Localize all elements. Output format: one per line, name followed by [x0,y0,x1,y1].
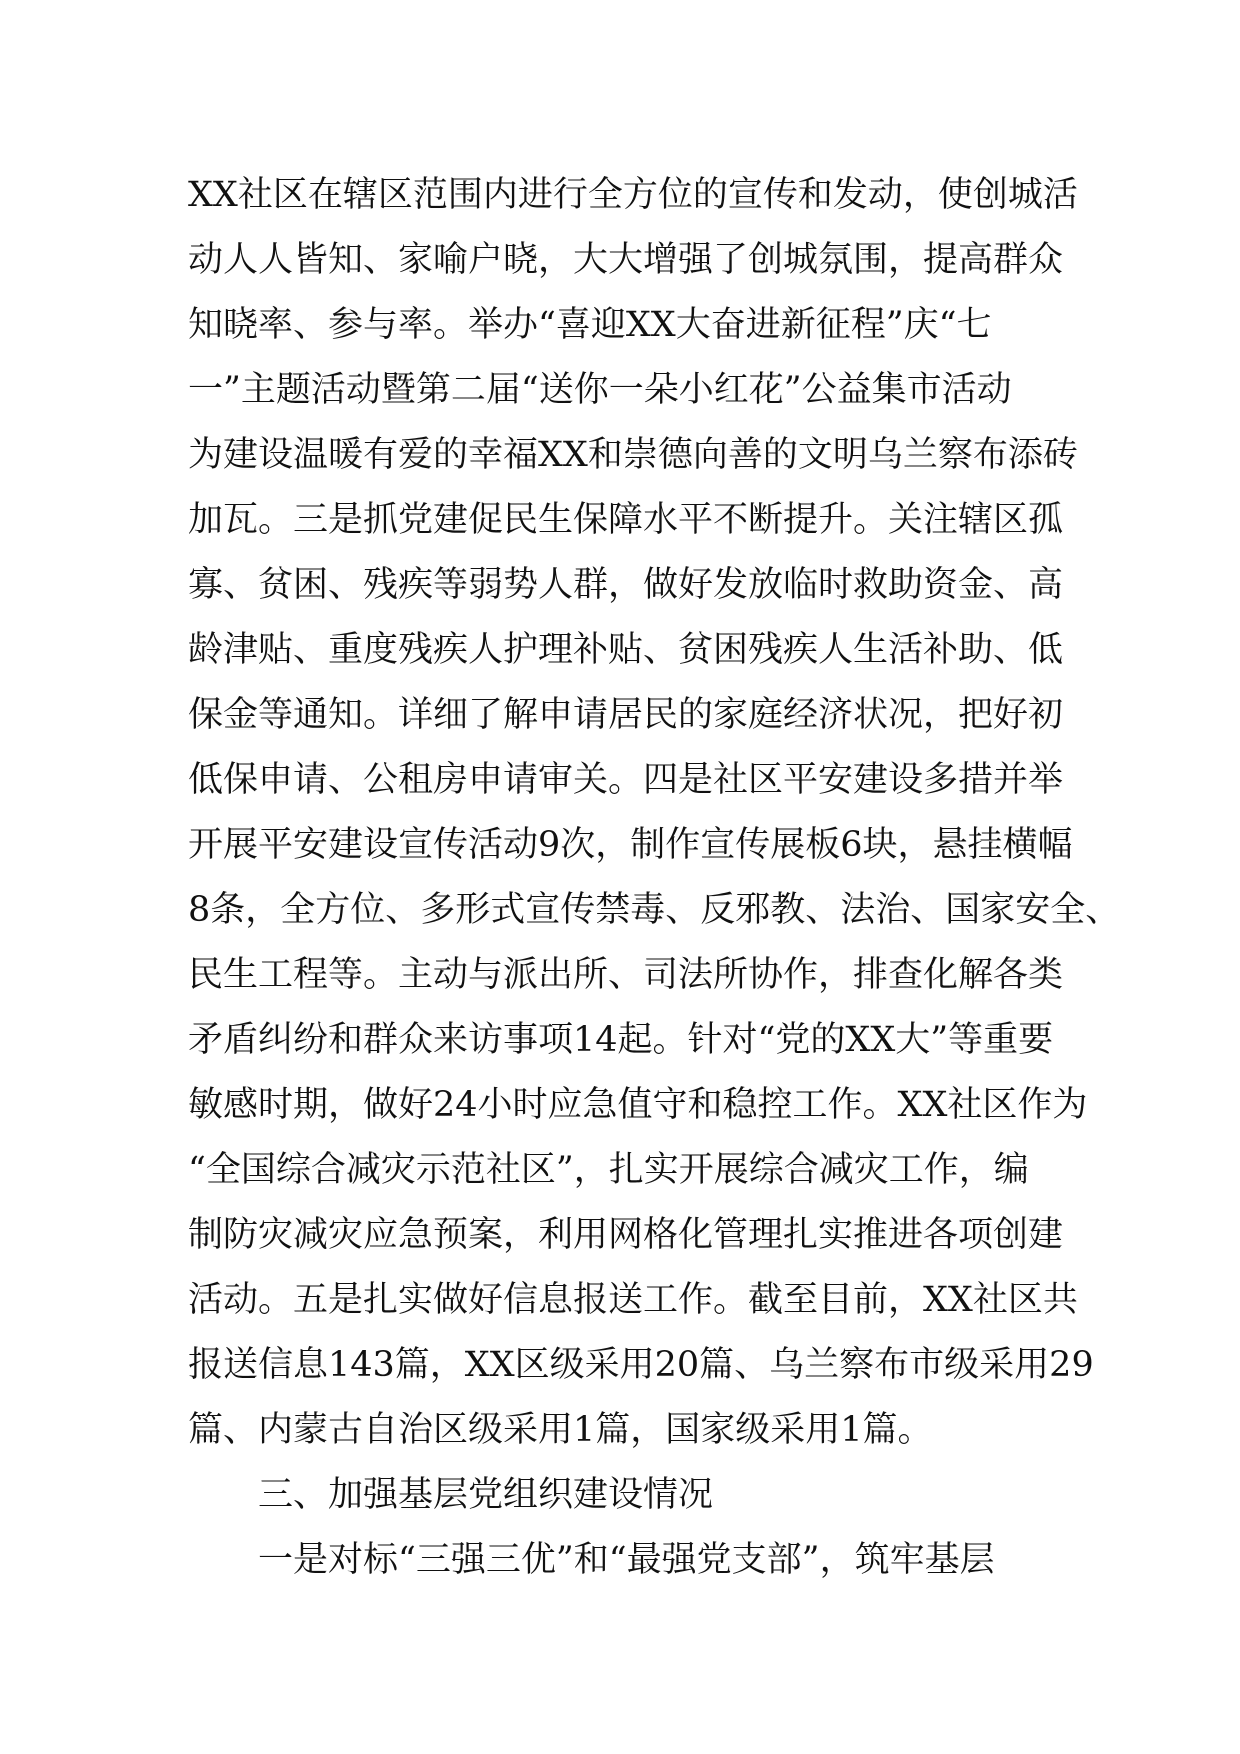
section-heading: 三、加强基层党组织建设情况 [258,1475,714,1515]
paragraph-line: 为建设温暖有爱的幸福XX和崇德向善的文明乌兰察布添砖 [188,435,1078,475]
paragraph-line: 保金等通知。详细了解申请居民的家庭经济状况，把好初 [188,695,1064,735]
paragraph-line: XX社区在辖区范围内进行全方位的宣传和发动，使创城活 [188,175,1078,215]
paragraph-line: 寡、贫困、残疾等弱势人群，做好发放临时救助资金、高 [188,565,1064,605]
paragraph-line: 动人人皆知、家喻户晓，大大增强了创城氛围，提高群众 [188,240,1064,280]
paragraph-line: 低保申请、公租房申请审关。四是社区平安建设多措并举 [188,760,1064,800]
paragraph-line: 民生工程等。主动与派出所、司法所协作，排查化解各类 [188,955,1064,995]
paragraph-line: 加瓦。三是抓党建促民生保障水平不断提升。关注辖区孤 [188,500,1064,540]
paragraph-line: “全国综合减灾示范社区”，扎实开展综合减灾工作，编 [188,1150,1029,1190]
paragraph-line: 报送信息143篇，XX区级采用20篇、乌兰察布市级采用29 [188,1345,1094,1385]
paragraph-line: 矛盾纠纷和群众来访事项14起。针对“党的XX大”等重要 [188,1020,1054,1060]
paragraph-line: 篇、内蒙古自治区级采用1篇，国家级采用1篇。 [188,1410,933,1450]
paragraph-line: 一”主题活动暨第二届“送你一朵小红花”公益集市活动 [188,370,1012,410]
paragraph-line: 知晓率、参与率。举办“喜迎XX大奋进新征程”庆“七 [188,305,992,345]
paragraph-line: 开展平安建设宣传活动9次，制作宣传展板6块，悬挂横幅 [188,825,1073,865]
document-body [188,163,1121,1593]
paragraph-start-line: 一是对标“三强三优”和“最强党支部”，筑牢基层 [258,1540,995,1580]
paragraph-line: 8条，全方位、多形式宣传禁毒、反邪教、法治、国家安全、 [188,890,1121,930]
paragraph-line: 敏感时期，做好24小时应急值守和稳控工作。XX社区作为 [188,1085,1088,1125]
paragraph-line: 龄津贴、重度残疾人护理补贴、贫困残疾人生活补助、低 [188,630,1064,670]
paragraph-line: 活动。五是扎实做好信息报送工作。截至目前，XX社区共 [188,1280,1078,1320]
paragraph-line: 制防灾减灾应急预案，利用网格化管理扎实推进各项创建 [188,1215,1064,1255]
